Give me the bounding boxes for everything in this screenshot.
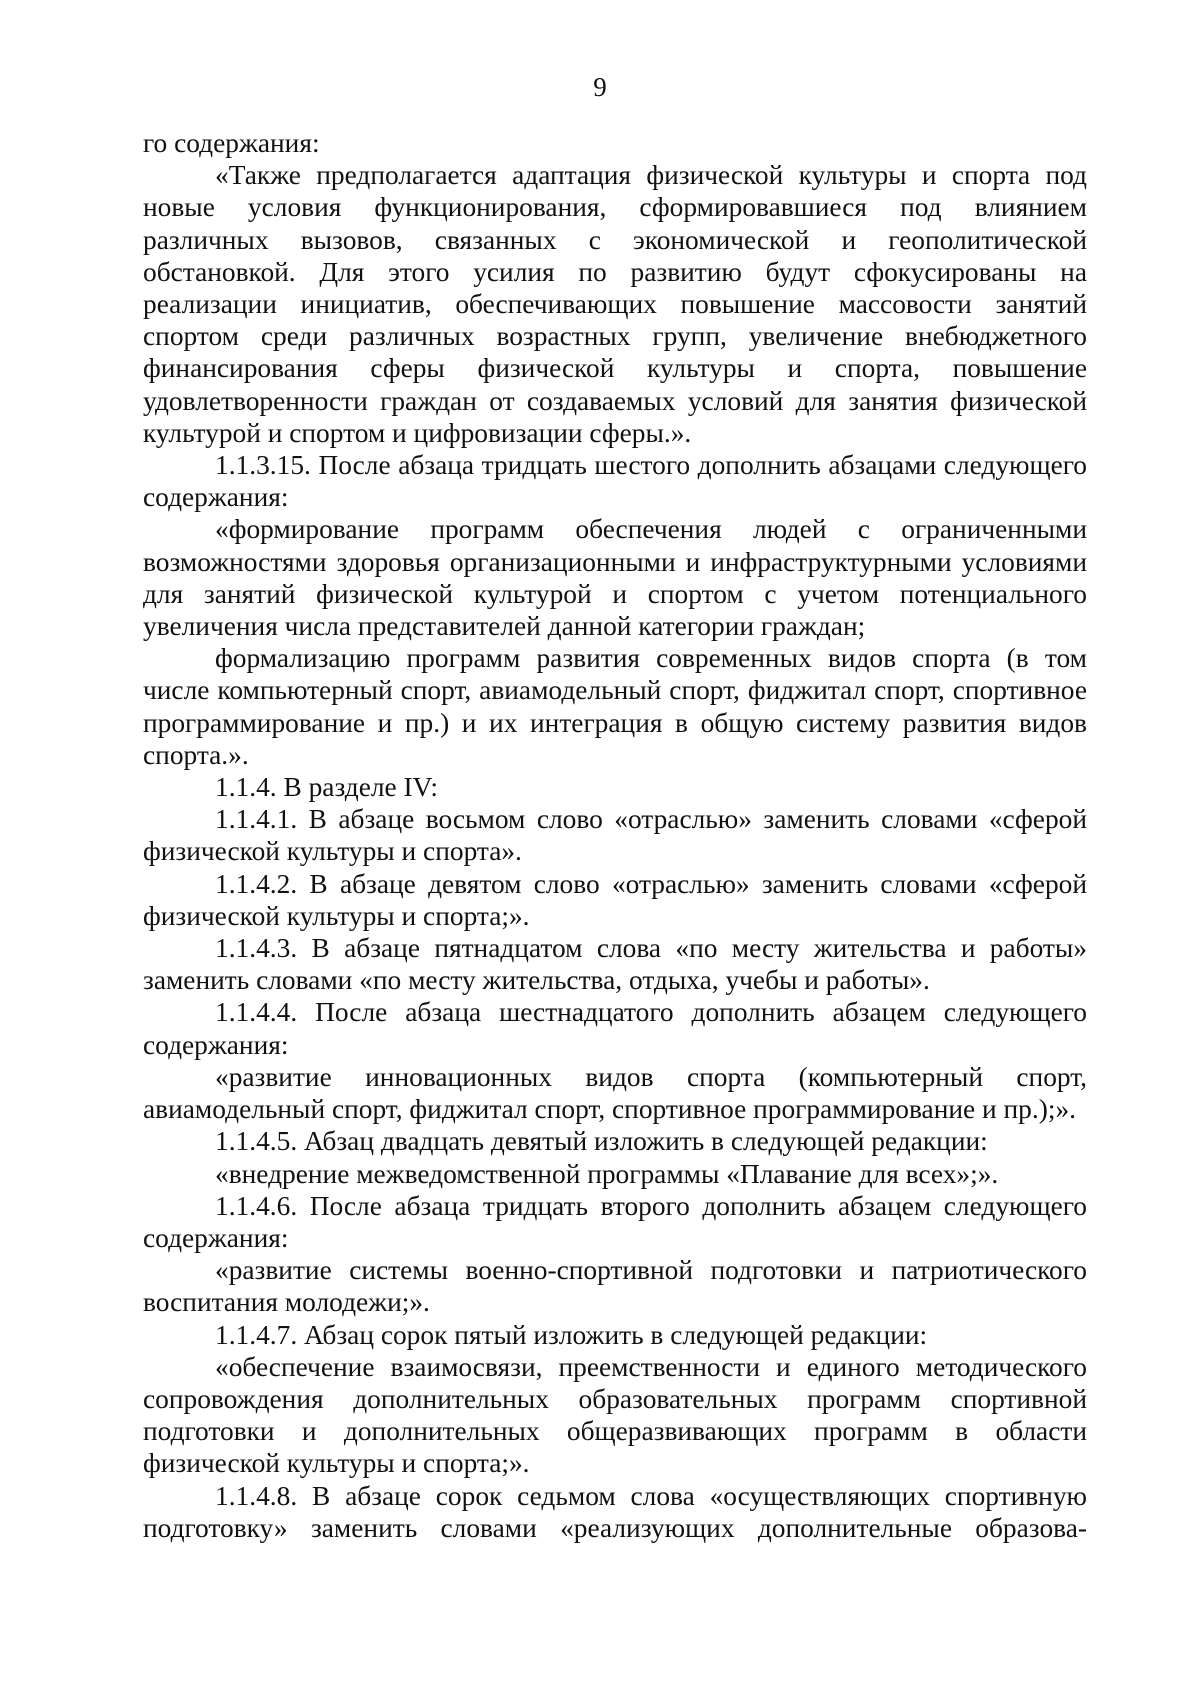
paragraph: формализацию программ развития современных видов спорта (в том числе компьютерный спорт, авиамодельный спорт, фиджитал спорт, спортивное программирование и пр.) и их интеграция в общую систему развития видов спорта.».: [143, 643, 1087, 770]
paragraph: «внедрение межведомственной программы «Плавание для всех»;».: [215, 1158, 999, 1189]
paragraph: «развитие инновационных видов спорта (компьютерный спорт, авиамодельный спорт, фиджитал спорт, спортивное программирование и пр.);».: [143, 1061, 1087, 1125]
paragraph: 1.1.4. В разделе IV:: [215, 772, 439, 803]
paragraph: 1.1.4.4. После абзаца шестнадцатого дополнить абзацем следующего содержания:: [143, 997, 1087, 1060]
paragraph: 1.1.4.5. Абзац двадцать девятый изложить в следующей редакции:: [215, 1126, 988, 1157]
paragraph: 1.1.4.6. После абзаца тридцать второго дополнить абзацем следующего содержания:: [143, 1190, 1087, 1253]
paragraph: «формирование программ обеспечения людей с ограниченными возможностями здоровья организационными и инфраструктурными условиями для занятий физической культурой и спортом с учетом потенциального увеличения числа представителей данной категории граждан;: [143, 514, 1087, 642]
paragraph: 1.1.4.7. Абзац сорок пятый изложить в следующей редакции:: [215, 1319, 928, 1350]
paragraph-continued: 1.1.4.8. В абзаце сорок седьмом слова «осуществляющих спортивную подготовку» заменить словами «реализующих дополнительные образова-: [143, 1480, 1087, 1543]
paragraph: «Также предполагается адаптация физической культуры и спорта под новые условия функционирования, сформировавшиеся под влиянием различных вызовов, связанных с экономической и геополитической обстановкой. Для этого усилия по развитию будут сфокусированы на реализации инициатив, обеспечивающих повышение массовости занятий спортом среди различных возрастных групп, увеличение внебюджетного финансирования сферы физической культуры и спорта, повышение удовлетворенности граждан от создаваемых условий для занятия физической культурой и спортом и цифровизации сферы.».: [143, 160, 1087, 448]
paragraph: 1.1.3.15. После абзаца тридцать шестого дополнить абзацами следующего содержания:: [143, 450, 1087, 513]
paragraph: 1.1.4.1. В абзаце восьмом слово «отраслью» заменить словами «сферой физической культуры и спорта».: [143, 804, 1087, 867]
page-number: 9: [593, 72, 607, 102]
paragraph: «обеспечение взаимосвязи, преемственности и единого методического сопровождения дополнительных образовательных программ спортивной подготовки и дополнительных общеразвивающих программ в области физической культуры и спорта;».: [143, 1351, 1087, 1479]
paragraph: 1.1.4.2. В абзаце девятом слово «отраслью» заменить словами «сферой физической культуры и спорта;».: [143, 868, 1087, 931]
paragraph: 1.1.4.3. В абзаце пятнадцатом слова «по месту жительства и работы» заменить словами «по месту жительства, отдыха, учебы и работы».: [143, 933, 1087, 996]
paragraph: «развитие системы военно-спортивной подготовки и патриотического воспитания молодежи;».: [143, 1255, 1087, 1318]
document-body: [143, 127, 1087, 1544]
paragraph: го содержания:: [143, 128, 320, 158]
